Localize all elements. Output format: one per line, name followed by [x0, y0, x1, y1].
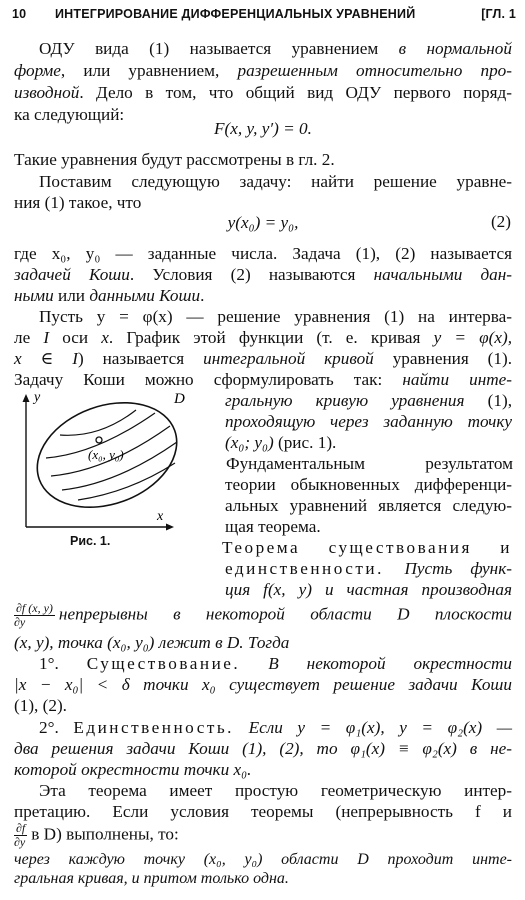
- text-line: (x, y), точка (x₀, y₀) лежит в D. Тогда: [14, 633, 290, 652]
- text-line: форме, или уравнением, разрешенным относительно про-: [14, 61, 512, 80]
- text-line: 2°. Единственность. Если y = φ₁(x), y = φ₂(x) —: [39, 718, 513, 737]
- text-line: ОДУ вида (1) называется уравнением в нормальной: [39, 39, 512, 58]
- text-line: альных уравнений является следую-: [225, 496, 512, 515]
- text-line: изводной. Дело в том, что общий вид ОДУ первого поряд-: [14, 83, 512, 102]
- text-line: два решения задачи Коши (1), (2), то φ₁(x) ≡ φ₂(x) в не-: [14, 739, 512, 758]
- text-line: через каждую точку (x₀, y₀) области D проходит инте-: [14, 851, 512, 868]
- text-line: Поставим следующую задачу: найти решение уравне-: [39, 172, 512, 191]
- text-line: ными или данными Коши.: [14, 286, 205, 305]
- point-label: (x₀, y₀): [88, 447, 124, 462]
- text-line: Такие уравнения будут рассмотрены в гл. 2.: [14, 150, 335, 169]
- x-axis-label: x: [157, 509, 164, 524]
- integral-curve: [78, 463, 175, 500]
- equation-number: (2): [490, 212, 511, 231]
- text-line: гральную кривую уравнения (1),: [225, 391, 512, 410]
- text-line: Фундаментальным результатом: [226, 454, 513, 473]
- text-line: ния (1) такое, что: [14, 193, 142, 212]
- page-number: 10: [12, 7, 27, 21]
- text-line: $\frac{\partial f (x, y)}{\partial y}$ непрерывны в некоторой области D плоскости: [14, 601, 512, 629]
- region-label: D: [174, 391, 185, 407]
- chapter-marker: [ГЛ. 1: [481, 7, 516, 21]
- equation-general-form: F(x, y, y′) = 0.: [214, 119, 312, 138]
- y-axis-arrow: [23, 394, 30, 402]
- text-line: ка следующий:: [14, 105, 125, 124]
- text-line: (1), (2).: [14, 696, 67, 715]
- text-line: щая теорема.: [225, 517, 321, 536]
- text-line: 1°. Существование. В некоторой окрестности: [39, 654, 512, 673]
- y-axis-label: y: [34, 390, 41, 405]
- text-line: задачей Коши. Условия (2) называются начальными дан-: [14, 265, 512, 284]
- equation-initial-condition: y(x₀) = y₀,: [227, 213, 299, 232]
- figure-caption: Рис. 1.: [70, 534, 111, 548]
- text-line: единственности. Пусть функ-: [225, 559, 512, 578]
- partial-derivative-fraction: $\frac{\partial f (x, y)}{\partial y}$: [14, 601, 53, 629]
- running-title: ИНТЕГРИРОВАНИЕ ДИФФЕРЕНЦИАЛЬНЫХ УРАВНЕНИЙ: [55, 7, 416, 21]
- theorem-heading: Теорема существования и: [222, 538, 512, 557]
- text-line: которой окрестности точки x₀.: [14, 760, 252, 779]
- text-line: гральная кривая, и притом только одна.: [14, 870, 289, 887]
- text-line: Пусть y = φ(x) — решение уравнения (1) на интерва-: [39, 307, 512, 326]
- text-line: Эта теорема имеет простую геометрическую интер-: [39, 781, 512, 800]
- figure-integral-curves: [12, 386, 212, 554]
- text-line: где x₀, y₀ — заданные числа. Задача (1), (2) называется: [14, 244, 512, 263]
- x-axis-arrow: [166, 524, 174, 531]
- text-line: |x − x₀| < δ точки x₀ существует решение задачи Коши: [14, 675, 512, 694]
- figure-svg: [12, 386, 212, 554]
- running-head: [12, 7, 516, 29]
- text-line: (x₀; y₀) (рис. 1).: [225, 433, 337, 452]
- text-line: ция f(x, y) и частная производная: [225, 580, 512, 599]
- text-line: ле I оси x. График этой функции (т. е. кривая y = φ(x),: [14, 328, 512, 347]
- text-line: Задачу Коши можно сформулировать так: найти инте-: [14, 370, 513, 389]
- partial-derivative-fraction: $\frac{\partial f}{\partial y}$: [14, 821, 26, 849]
- text-line: $\frac{\partial f}{\partial y}$ в D) выполнены, то:: [14, 821, 179, 849]
- text-line: проходящую через заданную точку: [225, 412, 512, 431]
- initial-point-marker: [96, 437, 102, 443]
- text-line: претацию. Если условия теоремы (непрерывность f и: [14, 802, 512, 821]
- text-line: x ∈ I) называется интегральной кривой уравнения (1).: [14, 349, 513, 368]
- text-line: теории обыкновенных дифференци-: [225, 475, 512, 494]
